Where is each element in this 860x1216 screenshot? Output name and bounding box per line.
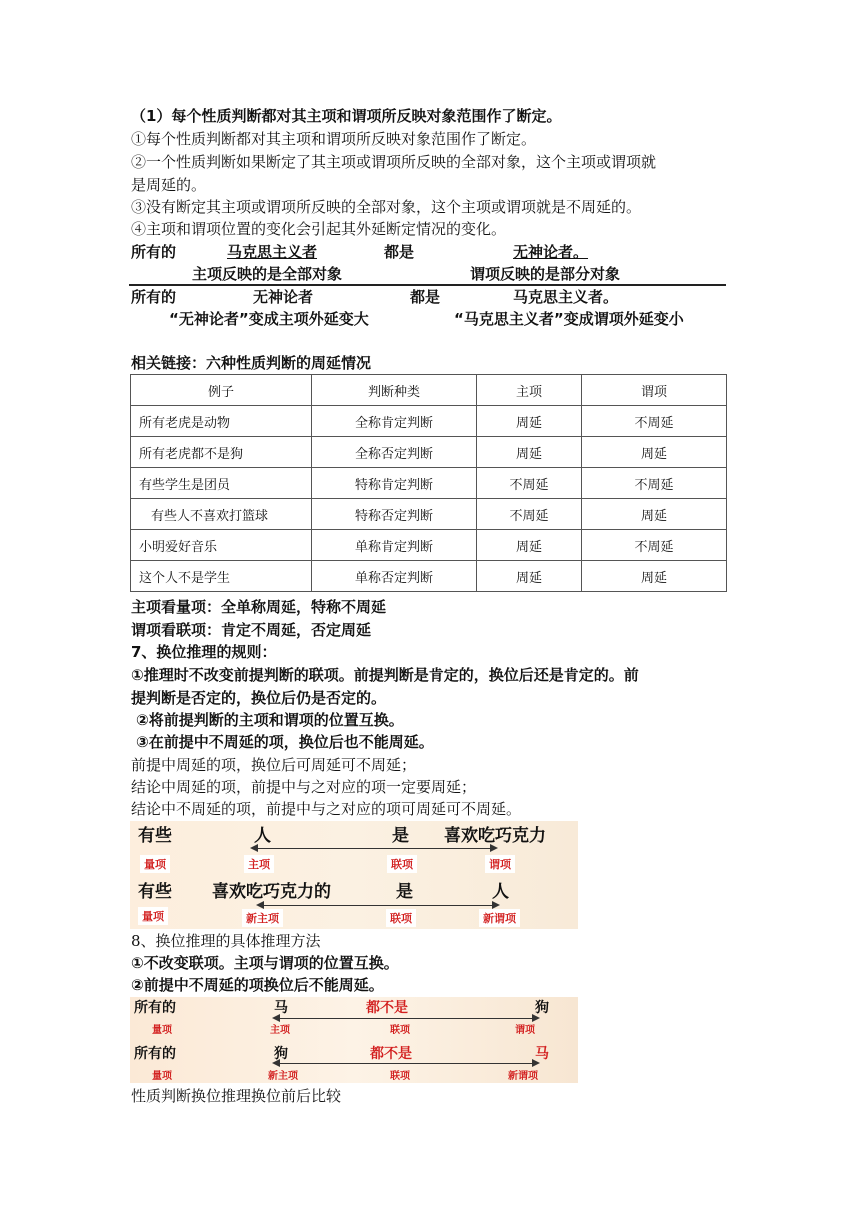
section7-heading: 7、换位推理的规则：: [131, 643, 277, 661]
cell-subject: 周延: [477, 437, 582, 468]
cell-predicate: 不周延: [582, 406, 727, 437]
example1-note-subject: 主项反映的是全部对象: [192, 265, 343, 283]
step-2: ②前提中不周延的项换位后不能周延。: [131, 976, 384, 994]
d2-label-subject: 主项: [270, 1025, 290, 1036]
d1-copula: 是: [392, 826, 409, 846]
cell-predicate: 周延: [582, 437, 727, 468]
example2-copula: 都是: [410, 288, 441, 306]
cell-predicate: 不周延: [582, 530, 727, 561]
cell-kind: 特称否定判断: [312, 499, 477, 530]
cell-example: 所有老虎都不是狗: [131, 437, 312, 468]
d1-predicate: 喜欢吃巧克力: [444, 826, 546, 846]
example2-predicate: 马克思主义者。: [513, 288, 619, 306]
rule-1-cont: 提判断是否定的，换位后仍是否定的。: [131, 689, 387, 707]
example1-copula: 都是: [384, 243, 415, 261]
cell-kind: 单称肯定判断: [312, 530, 477, 561]
cell-predicate: 不周延: [582, 468, 727, 499]
table-row: [131, 468, 727, 499]
table-row: [131, 561, 727, 592]
cell-subject: 周延: [477, 561, 582, 592]
cell-predicate: 周延: [582, 561, 727, 592]
example2-note-predicate: “马克思主义者”变成谓项外延变小: [454, 310, 684, 328]
distribution-table: [130, 374, 727, 592]
d1-subject-2: 喜欢吃巧克力的: [212, 882, 331, 902]
cell-kind: 单称否定判断: [312, 561, 477, 592]
note-1: 前提中周延的项，换位后可周延可不周延；: [131, 756, 417, 774]
header-example: 例子: [131, 375, 312, 406]
point-2: ②一个性质判断如果断定了其主项或谓项所反映的全部对象，这个主项或谓项就: [131, 153, 657, 171]
point-3: ③没有断定其主项或谓项所反映的全部对象，这个主项或谓项就是不周延的。: [131, 198, 642, 216]
d1-label-quantifier: 量项: [140, 855, 170, 873]
arrow-left-icon: [250, 844, 258, 852]
cell-example: 有些人不喜欢打篮球: [131, 499, 312, 530]
d2-copula-2: 都不是: [370, 1046, 412, 1062]
point-1: ①每个性质判断都对其主项和谓项所反映对象范围作了断定。: [131, 130, 537, 148]
rule-2: ②将前提判断的主项和谓项的位置互换。: [136, 711, 404, 729]
d1-copula-2: 是: [396, 882, 413, 902]
point-2-cont: 是周延的。: [131, 176, 207, 194]
table-row: [131, 437, 727, 468]
header-kind: 判断种类: [312, 375, 477, 406]
section-heading: （1）每个性质判断都对其主项和谓项所反映对象范围作了断定。: [131, 107, 562, 125]
conversion-diagram-1: [130, 821, 578, 929]
cell-kind: 特称肯定判断: [312, 468, 477, 499]
step-1: ①不改变联项。主项与谓项的位置互换。: [131, 954, 399, 972]
d2-label2-copula: 联项: [390, 1071, 410, 1082]
conversion-diagram-2: [130, 997, 578, 1083]
d2-label-predicate: 谓项: [515, 1025, 535, 1036]
cell-subject: 不周延: [477, 499, 582, 530]
d1-label-copula: 联项: [387, 855, 417, 873]
example1-quantifier: 所有的: [131, 243, 177, 261]
cell-predicate: 周延: [582, 499, 727, 530]
header-predicate: 谓项: [582, 375, 727, 406]
cell-example: 这个人不是学生: [131, 561, 312, 592]
d1-label-predicate: 谓项: [485, 855, 515, 873]
example2-note-subject: “无神论者”变成主项外延变大: [169, 310, 369, 328]
d1-label2-quantifier: 量项: [138, 907, 168, 925]
d1-quantifier: 有些: [138, 826, 172, 846]
d2-copula: 都不是: [366, 1000, 408, 1016]
d1-label-subject: 主项: [244, 855, 274, 873]
d2-label-copula: 联项: [390, 1025, 410, 1036]
rule-1: ①推理时不改变前提判断的联项。前提判断是肯定的，换位后还是肯定的。前: [131, 666, 639, 684]
header-subject: 主项: [477, 375, 582, 406]
arrow-left-icon: [256, 901, 264, 909]
cell-example: 有些学生是团员: [131, 468, 312, 499]
rule-3: ③在前提中不周延的项，换位后也不能周延。: [136, 733, 434, 751]
example2-quantifier: 所有的: [131, 288, 177, 306]
d1-predicate-2: 人: [492, 882, 509, 902]
d1-label2-subject: 新主项: [242, 909, 283, 927]
arrow-right-icon: [490, 844, 498, 852]
cell-subject: 不周延: [477, 468, 582, 499]
example2-subject: 无神论者: [253, 288, 314, 306]
d1-subject: 人: [254, 826, 271, 846]
d1-label2-copula: 联项: [386, 909, 416, 927]
d2-label-quantifier: 量项: [152, 1025, 172, 1036]
d2-quantifier: 所有的: [134, 1000, 176, 1016]
cell-example: 所有老虎是动物: [131, 406, 312, 437]
cell-subject: 周延: [477, 406, 582, 437]
cell-kind: 全称否定判断: [312, 437, 477, 468]
d2-label2-quantifier: 量项: [152, 1071, 172, 1082]
point-4: ④主项和谓项位置的变化会引起其外延断定情况的变化。: [131, 220, 507, 238]
note-3: 结论中不周延的项，前提中与之对应的项可周延可不周延。: [131, 800, 522, 818]
d1-quantifier-2: 有些: [138, 882, 172, 902]
example1-predicate: 无神论者。: [513, 243, 589, 261]
d2-label2-subject: 新主项: [268, 1071, 298, 1082]
example1-note-predicate: 谓项反映的是部分对象: [470, 265, 621, 283]
cell-example: 小明爱好音乐: [131, 530, 312, 561]
summary-subject-rule: 主项看量项：全单称周延，特称不周延: [131, 598, 387, 616]
table-row: [131, 406, 727, 437]
d2-predicate-2: 马: [535, 1046, 549, 1062]
d2-quantifier-2: 所有的: [134, 1046, 176, 1062]
arrow-right-icon: [492, 901, 500, 909]
d2-subject: 马: [274, 1000, 288, 1016]
note-2: 结论中周延的项，前提中与之对应的项一定要周延；: [131, 778, 477, 796]
divider: [129, 284, 726, 286]
link-title: 相关链接：六种性质判断的周延情况: [131, 354, 372, 372]
cell-subject: 周延: [477, 530, 582, 561]
section8-heading: 8、换位推理的具体推理方法: [131, 932, 321, 950]
d1-arrow-line-2: [260, 905, 496, 906]
d2-label2-predicate: 新谓项: [508, 1071, 538, 1082]
d2-subject-2: 狗: [274, 1046, 288, 1062]
cell-kind: 全称肯定判断: [312, 406, 477, 437]
table-row: [131, 499, 727, 530]
d2-predicate: 狗: [535, 1000, 549, 1016]
summary-predicate-rule: 谓项看联项：肯定不周延，否定周延: [131, 621, 372, 639]
d1-label2-predicate: 新谓项: [479, 909, 520, 927]
d2-arrow-line: [276, 1018, 536, 1019]
table-row: [131, 530, 727, 561]
d1-arrow-line: [254, 848, 494, 849]
d2-arrow-line-2: [276, 1063, 536, 1064]
example1-subject: 马克思主义者: [227, 243, 318, 261]
table-header-row: [131, 375, 727, 406]
footer-title: 性质判断换位推理换位前后比较: [131, 1087, 342, 1105]
